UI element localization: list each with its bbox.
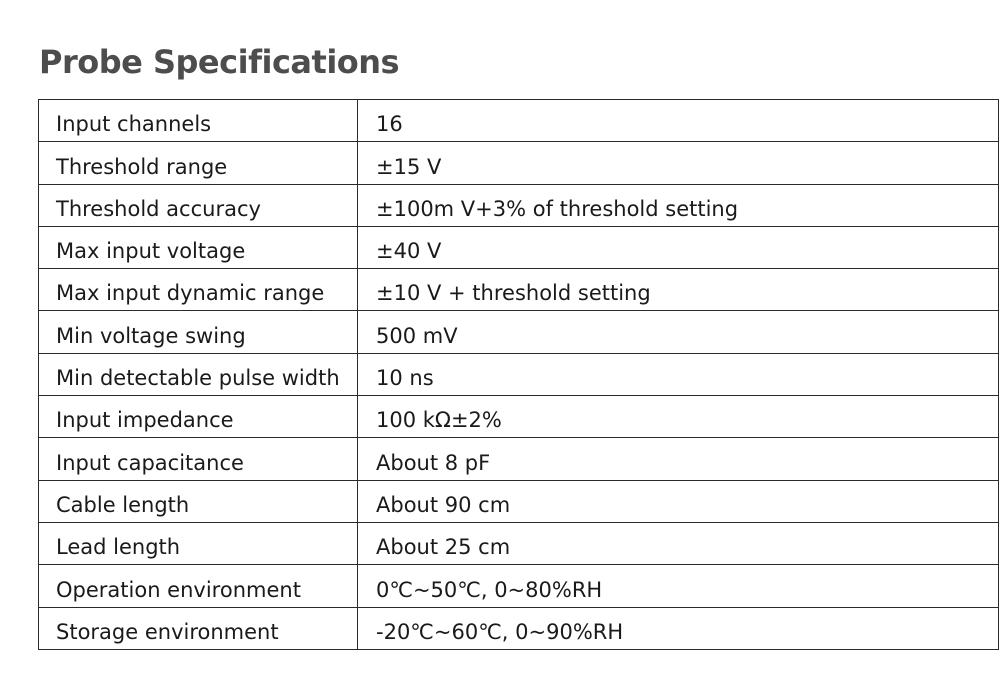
spec-label: Input capacitance bbox=[39, 438, 358, 480]
table-row bbox=[39, 607, 999, 649]
table-row bbox=[39, 311, 999, 353]
table-row bbox=[39, 353, 999, 395]
spec-label: Max input voltage bbox=[39, 226, 358, 268]
spec-value: ±100m V+3% of threshold setting bbox=[358, 184, 999, 226]
spec-table bbox=[38, 99, 999, 650]
table-row bbox=[39, 269, 999, 311]
spec-label: Threshold range bbox=[39, 142, 358, 184]
spec-label: Storage environment bbox=[39, 607, 358, 649]
table-row bbox=[39, 142, 999, 184]
spec-label: Max input dynamic range bbox=[39, 269, 358, 311]
table-row bbox=[39, 100, 999, 142]
spec-label: Input impedance bbox=[39, 396, 358, 438]
spec-label: Min voltage swing bbox=[39, 311, 358, 353]
spec-value: About 90 cm bbox=[358, 480, 999, 522]
spec-value: 0℃~50℃, 0~80%RH bbox=[358, 565, 999, 607]
page-title: Probe Specifications bbox=[39, 43, 400, 81]
spec-label: Min detectable pulse width bbox=[39, 353, 358, 395]
spec-value: 100 kΩ±2% bbox=[358, 396, 999, 438]
spec-label: Operation environment bbox=[39, 565, 358, 607]
spec-label: Lead length bbox=[39, 522, 358, 564]
table-row bbox=[39, 522, 999, 564]
spec-label: Threshold accuracy bbox=[39, 184, 358, 226]
spec-value: 16 bbox=[358, 100, 999, 142]
spec-value: ±10 V + threshold setting bbox=[358, 269, 999, 311]
table-row bbox=[39, 565, 999, 607]
spec-value: -20℃~60℃, 0~90%RH bbox=[358, 607, 999, 649]
spec-label: Input channels bbox=[39, 100, 358, 142]
spec-value: ±40 V bbox=[358, 226, 999, 268]
table-row bbox=[39, 184, 999, 226]
spec-value: About 8 pF bbox=[358, 438, 999, 480]
spec-value: About 25 cm bbox=[358, 522, 999, 564]
table-row bbox=[39, 480, 999, 522]
spec-label: Cable length bbox=[39, 480, 358, 522]
table-row bbox=[39, 396, 999, 438]
spec-value: 10 ns bbox=[358, 353, 999, 395]
table-row bbox=[39, 438, 999, 480]
spec-value: 500 mV bbox=[358, 311, 999, 353]
spec-value: ±15 V bbox=[358, 142, 999, 184]
table-row bbox=[39, 226, 999, 268]
